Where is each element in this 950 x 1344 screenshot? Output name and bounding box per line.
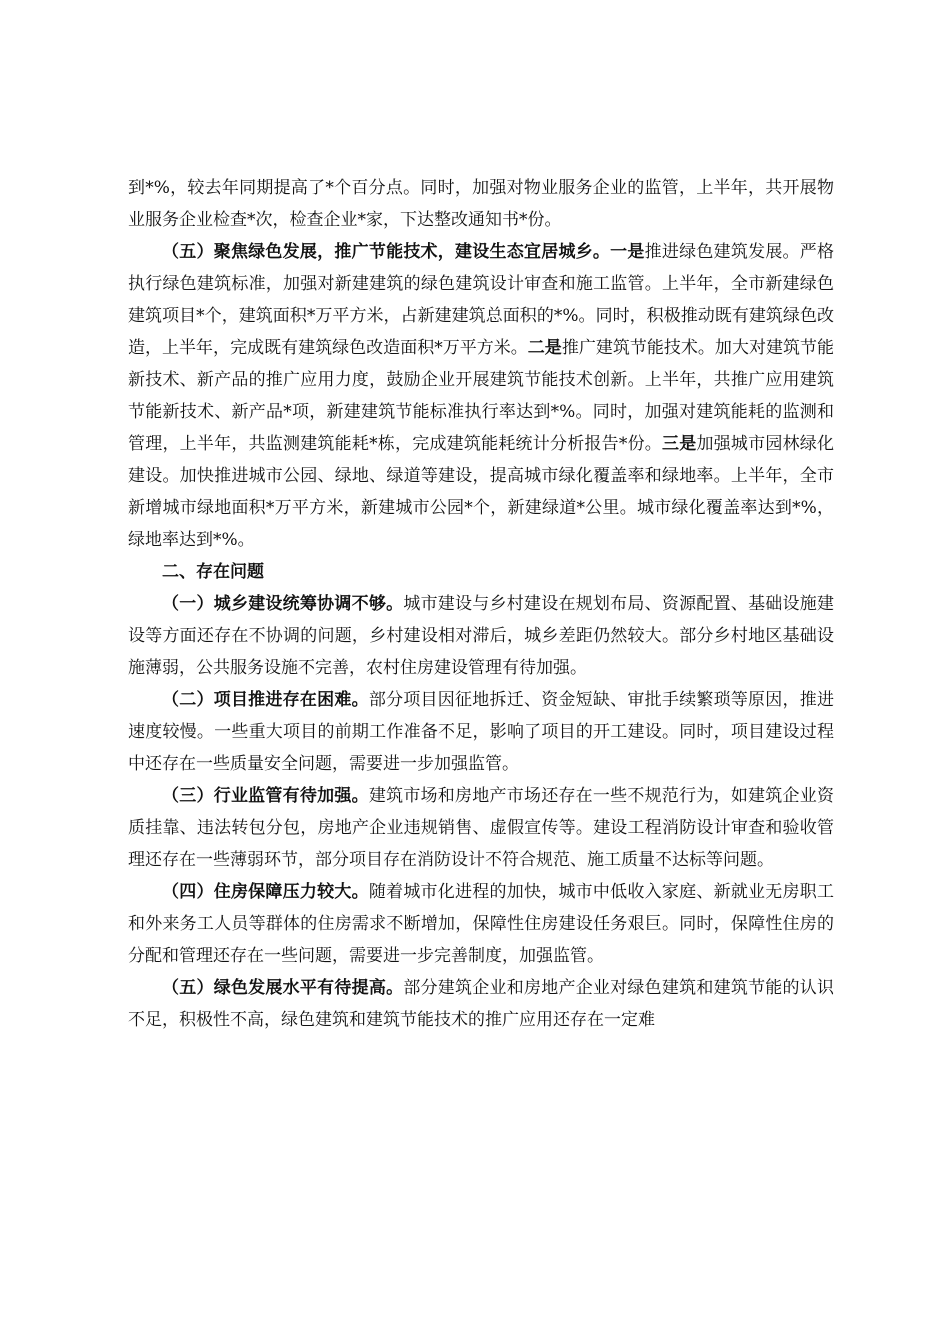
paragraph-text: 部分项目因征地拆迁、资金短缺、审批手续繁琐等原因，推进速度较慢。一些重大项目的前期工作准备不足，影响了项目的开工建设。同时，项目建设过程中还存在一些质量安全问题，需要进一步加强监管。: [128, 690, 835, 774]
paragraph-text: 城市建设与乡村建设在规划布局、资源配置、基础设施建设等方面还存在不协调的问题，乡村建设相对滞后，城乡差距仍然较大。部分乡村地区基础设施薄弱，公共服务设施不完善，农村住房建设管理有待加强。: [128, 594, 835, 678]
point-marker: 三是: [662, 434, 697, 454]
paragraph-text: 随着城市化进程的加快，城市中低收入家庭、新就业无房职工和外来务工人员等群体的住房需求不断增加，保障性住房建设任务艰巨。同时，保障性住房的分配和管理还存在一些问题，需要进一步完善制度，加强监管。: [128, 882, 835, 966]
paragraph-heading: （二）项目推进存在困难。: [162, 690, 369, 710]
paragraph-problem-1: [128, 588, 834, 684]
paragraph-green-development: [128, 236, 834, 556]
paragraph-problem-5: [128, 972, 834, 1036]
paragraph-heading: （三）行业监管有待加强。: [162, 786, 369, 806]
document-page: [128, 172, 834, 1036]
paragraph-text: 加强城市园林绿化建设。加快推进城市公园、绿地、绿道等建设，提高城市绿化覆盖率和绿地率。上半年，全市新增城市绿地面积*万平方米，新建城市公园*个，新建绿道*公里。城市绿化覆盖率达到*%，绿地率达到*%。: [128, 434, 835, 550]
paragraph-heading: （五）绿色发展水平有待提高。: [162, 978, 404, 998]
point-marker: 二是: [527, 338, 562, 358]
paragraph-text: 部分建筑企业和房地产企业对绿色建筑和建筑节能的认识不足，积极性不高，绿色建筑和建筑节能技术的推广应用还存在一定难: [128, 978, 835, 1030]
paragraph-text: 推广建筑节能技术。加大对建筑节能新技术、新产品的推广应用力度，鼓励企业开展建筑节能技术创新。上半年，共推广应用建筑节能新技术、新产品*项，新建建筑节能标准执行率达到*%。同时，加强对建筑能耗的监测和管理，上半年，共监测建筑能耗*栋，完成建筑能耗统计分析报告*份。: [128, 338, 835, 454]
section-title: 二、存在问题: [162, 562, 264, 582]
paragraph-heading: （五）聚焦绿色发展，推广节能技术，建设生态宜居城乡。: [162, 242, 611, 262]
paragraph-heading: （四）住房保障压力较大。: [162, 882, 369, 902]
paragraph-problem-4: [128, 876, 834, 972]
paragraph-problem-2: [128, 684, 834, 780]
paragraph-text: 建筑市场和房地产市场还存在一些不规范行为，如建筑企业资质挂靠、违法转包分包，房地产企业违规销售、虚假宣传等。建设工程消防设计审查和验收管理还存在一些薄弱环节，部分项目存在消防设计不符合规范、施工质量不达标等问题。: [128, 786, 835, 870]
point-marker: 一是: [610, 242, 645, 262]
paragraph-problem-3: [128, 780, 834, 876]
paragraph-continuation: [128, 172, 834, 236]
paragraph-heading: （一）城乡建设统筹协调不够。: [162, 594, 404, 614]
paragraph-text: 到*%，较去年同期提高了*个百分点。同时，加强对物业服务企业的监管，上半年，共开展物业服务企业检查*次，检查企业*家，下达整改通知书*份。: [128, 178, 834, 230]
section-heading: [128, 556, 834, 588]
paragraph-text: 推进绿色建筑发展。严格执行绿色建筑标准，加强对新建建筑的绿色建筑设计审查和施工监管。上半年，全市新建绿色建筑项目*个，建筑面积*万平方米，占新建建筑总面积的*%。同时，积极推动既有建筑绿色改造，上半年，完成既有建筑绿色改造面积*万平方米。: [128, 242, 835, 358]
